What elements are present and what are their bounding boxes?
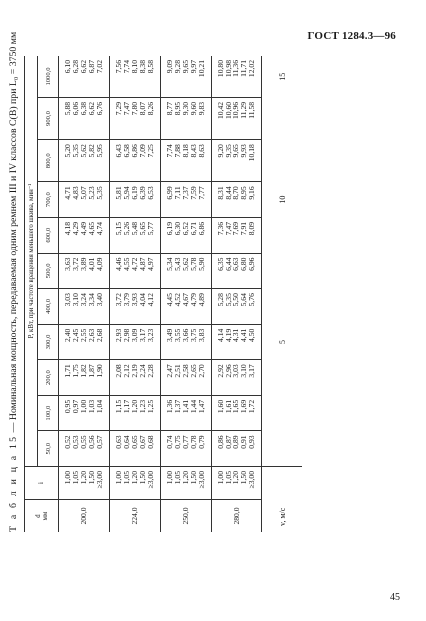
power-value-cell: 4,45 4,52 4,67 4,79 4,89 xyxy=(164,293,206,307)
speed-header: 1000,0 xyxy=(38,56,59,97)
speed-header: 200,0 xyxy=(38,360,59,396)
power-value-cell: 3,03 3,10 3,24 3,34 3,40 xyxy=(63,293,104,307)
power-value-cell: 0,52 0,53 0,55 0,56 0,57 xyxy=(63,435,104,449)
power-value-cell: 5,28 5,35 5,50 5,64 5,76 xyxy=(215,293,257,307)
table-row xyxy=(160,56,211,532)
speed-header-row xyxy=(38,56,59,532)
speed-header: 700,0 xyxy=(38,182,59,218)
power-value-cell: 5,34 5,43 5,62 5,78 5,90 xyxy=(164,257,206,271)
standard-header: ГОСТ 1284.3—96 xyxy=(307,30,396,42)
v-tick: 5 xyxy=(277,339,287,344)
diameter-cell: 280,0 xyxy=(231,507,241,525)
power-value-cell: 2,92 2,96 3,03 3,10 3,17 xyxy=(215,364,257,378)
table-title-rest: — Номинальная мощность, передаваемая одним ремнем III и IV классов С(В) при L₀ = 3750 мм xyxy=(8,31,19,433)
v-tick: 10 xyxy=(277,195,287,204)
power-value-cell: 6,99 7,11 7,37 7,59 7,77 xyxy=(164,186,206,200)
page-number: 45 xyxy=(390,592,400,603)
ratio-cell: 1,00 1,05 1,20 1,50 ≥3,00 xyxy=(164,471,206,489)
power-value-cell: 7,36 7,47 7,69 7,91 8,09 xyxy=(215,221,257,236)
table-row xyxy=(59,56,110,532)
power-value-cell: 9,09 9,28 9,65 9,97 10,21 xyxy=(164,60,206,78)
ratio-cell: 1,00 1,05 1,20 1,50 ≥3,00 xyxy=(63,471,104,489)
power-value-cell: 2,47 2,51 2,58 2,65 2,70 xyxy=(164,364,206,378)
power-value-cell: 1,60 1,61 1,65 1,69 1,72 xyxy=(215,399,257,414)
diameter-cell: 250,0 xyxy=(181,507,191,525)
power-value-cell: 8,31 8,44 8,70 8,95 9,16 xyxy=(215,186,257,200)
power-value-cell: 5,81 5,94 6,19 6,39 6,53 xyxy=(113,186,155,200)
ratio-cell: 1,00 1,05 1,20 1,50 ≥3,00 xyxy=(113,471,155,489)
power-value-cell: 5,88 6,06 6,38 6,62 6,76 xyxy=(63,101,104,116)
power-value-cell: 3,49 3,55 3,66 3,75 3,83 xyxy=(164,328,206,342)
speed-header: 400,0 xyxy=(38,289,59,325)
power-value-cell: 3,63 3,72 3,89 4,01 4,09 xyxy=(63,257,104,271)
power-table xyxy=(24,56,302,532)
ratio-cell: 1,00 1,05 1,20 1,50 ≥3,00 xyxy=(215,471,257,489)
power-value-cell: 5,15 5,26 5,48 5,65 5,77 xyxy=(113,221,155,236)
table-body xyxy=(59,56,262,532)
power-value-cell: 4,18 4,29 4,49 4,65 4,74 xyxy=(63,221,104,236)
power-value-cell: 4,46 4,55 4,72 4,87 4,97 xyxy=(113,257,155,271)
speed-header: 100,0 xyxy=(38,395,59,431)
speed-header: 800,0 xyxy=(38,140,59,182)
power-value-cell: 10,42 10,60 10,96 11,29 11,58 xyxy=(215,101,257,119)
power-value-cell: 6,10 6,28 6,62 6,87 7,02 xyxy=(63,60,104,74)
speed-header: 600,0 xyxy=(38,217,59,253)
power-value-cell: 7,56 7,74 8,10 8,38 8,58 xyxy=(113,60,155,74)
speed-header: 900,0 xyxy=(38,97,59,139)
v-tick: 15 xyxy=(277,72,287,81)
power-value-cell: 0,95 0,97 1,00 1,03 1,04 xyxy=(63,399,104,414)
power-value-cell: 6,43 6,58 6,86 7,09 7,25 xyxy=(113,144,155,158)
speed-header: 50,0 xyxy=(38,431,59,467)
table-title xyxy=(8,31,19,532)
table-row xyxy=(109,56,160,532)
power-value-cell: 6,35 6,44 6,63 6,80 6,96 xyxy=(215,257,257,271)
table-row xyxy=(211,56,262,532)
power-value-cell: 4,14 4,19 4,31 4,41 4,50 xyxy=(215,328,257,342)
v-label: v, м/с xyxy=(277,507,287,526)
power-value-cell: 1,15 1,17 1,20 1,23 1,25 xyxy=(113,399,155,414)
power-value-cell: 3,72 3,79 3,93 4,04 4,12 xyxy=(113,293,155,307)
power-value-cell: 2,08 2,12 2,19 2,24 2,28 xyxy=(113,364,155,378)
power-value-cell: 2,93 2,98 3,09 3,17 3,23 xyxy=(113,328,155,342)
power-header: P, кВт, при частоте вращения меньшего шкива, мин⁻¹ xyxy=(25,56,38,467)
power-value-cell: 2,40 2,45 2,55 2,63 2,68 xyxy=(63,328,104,342)
table-title-lead: Т а б л и ц а 15 xyxy=(8,434,19,532)
col-i-header: i xyxy=(25,467,59,500)
power-value-cell: 1,36 1,37 1,41 1,44 1,47 xyxy=(164,399,206,414)
speed-header: 300,0 xyxy=(38,324,59,360)
power-value-cell: 0,63 0,64 0,65 0,67 0,68 xyxy=(113,435,155,449)
col-d-header: d мм xyxy=(34,511,49,521)
power-value-cell: 1,71 1,75 1,82 1,87 1,90 xyxy=(63,364,104,378)
power-value-cell: 7,29 7,47 7,80 8,07 8,26 xyxy=(113,101,155,116)
power-value-cell: 7,74 7,88 8,18 8,43 8,63 xyxy=(164,144,206,158)
speed-header: 500,0 xyxy=(38,253,59,289)
power-value-cell: 8,77 8,95 9,30 9,60 9,83 xyxy=(164,101,206,116)
power-value-cell: 6,19 6,30 6,52 6,71 6,86 xyxy=(164,221,206,236)
power-value-cell: 0,74 0,75 0,77 0,78 0,79 xyxy=(164,435,206,449)
diameter-cell: 224,0 xyxy=(130,507,140,525)
power-value-cell: 10,80 10,98 11,36 11,71 12,02 xyxy=(215,60,257,78)
power-value-cell: 4,71 4,83 5,07 5,23 5,35 xyxy=(63,186,104,200)
diameter-cell: 200,0 xyxy=(79,507,89,525)
power-value-cell: 5,20 5,35 5,62 5,82 5,95 xyxy=(63,144,104,158)
power-value-cell: 0,86 0,87 0,89 0,91 0,93 xyxy=(215,435,257,449)
power-value-cell: 9,20 9,35 9,65 9,93 10,18 xyxy=(215,144,257,162)
